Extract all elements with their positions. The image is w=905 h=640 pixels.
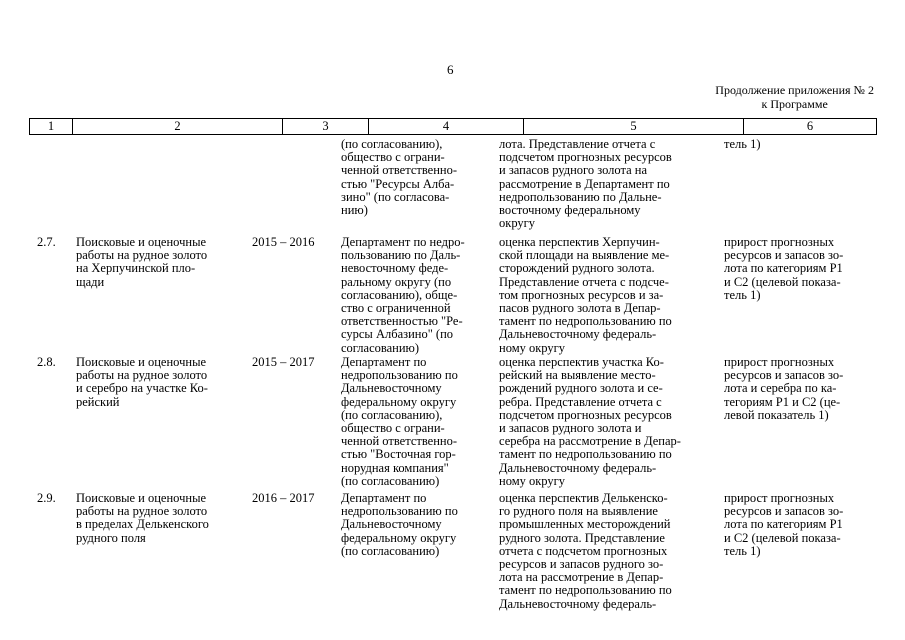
cell-line: ному округу [499,473,566,488]
cell-line: ской площади на выявление ме- [499,248,670,263]
cell-line: отчета с подсчетом прогнозных [499,543,668,558]
cell-line: ному округу [499,340,566,355]
cell-line: рассмотрение в Департамент по [499,176,670,191]
cell-line: лота и серебра по ка- [724,381,837,396]
cell-line: ресурсов и запасов зо- [724,368,844,383]
cell-line: федеральному округу [341,394,457,409]
cell-line: 2.8. [37,355,56,369]
cell-line: пасов рудного золота в Депар- [499,301,661,316]
cell-line: (по согласованию) [341,543,440,558]
cell-line: пользованию по Даль- [341,248,461,263]
cell-line: ответственностью "Ре- [341,314,463,329]
cell-line: подсчетом прогнозных ресурсов [499,150,672,165]
cell-line: норудная компания" [341,460,449,475]
cell-line: Дальневосточному [341,517,442,532]
work-content [499,356,681,488]
cell-line: сторождений рудного золота. [499,261,655,276]
cell-line: нию) [341,203,368,218]
cell-line: лота по категориям Р1 [724,517,843,532]
cell-line: Поисковые и оценочные [76,355,207,369]
cell-line: работы на рудное золото [76,248,208,263]
continuation-line: к Программе [761,97,828,111]
executor [341,138,457,217]
work-content [499,492,672,611]
cell-line: округу [499,216,536,231]
cell-line: оценка перспектив участка Ко- [499,355,664,369]
column-header-3: 3 [283,119,369,135]
cell-line: рудного золота. Представление [499,530,665,545]
cell-line: том прогнозных ресурсов и за- [499,287,664,302]
cell-line: оценка перспектив Делькенско- [499,491,668,505]
cell-line: ресурсов и запасов зо- [724,504,844,519]
cell-line: тель 1) [724,137,761,151]
cell-line: федеральному округу [341,530,457,545]
continuation-line: Продолжение приложения № 2 [715,83,874,97]
cell-line: на Херпучинской пло- [76,261,196,276]
cell-line: прирост прогнозных [724,491,835,505]
cell-line: и С2 (целевой показа- [724,530,841,545]
column-header-4: 4 [369,119,524,135]
column-header-6: 6 [744,119,877,135]
cell-line: ство с ограниченной [341,301,451,316]
cell-line: Дальневосточному [341,381,442,396]
cell-line: ральному округу (по [341,274,452,289]
row-number [37,356,56,369]
row-number [37,236,56,249]
executor [341,236,465,355]
cell-line: согласованию) [341,340,420,355]
cell-line: Представление отчета с подсче- [499,274,669,289]
column-header-1: 1 [30,119,73,135]
cell-line: тель 1) [724,543,761,558]
work-name [76,356,208,409]
cell-line: и С2 (целевой показа- [724,274,841,289]
cell-line: подсчетом прогнозных ресурсов [499,407,672,422]
cell-line: и серебро на участке Ко- [76,381,208,396]
cell-line: Дальневосточному федераль- [499,327,657,342]
cell-line: лота на рассмотрение в Депар- [499,570,664,585]
cell-line: тамент по недропользованию по [499,314,672,329]
cell-line: рудного поля [76,530,146,545]
expected-result [724,138,761,151]
cell-line: 2015 – 2016 [252,235,315,249]
cell-line: прирост прогнозных [724,355,835,369]
column-header-row [29,118,877,135]
cell-line: го рудного поля на выявление [499,504,658,519]
cell-line: Дальневосточному федераль- [499,596,657,611]
cell-line: прирост прогнозных [724,235,835,249]
work-content [499,236,672,355]
cell-line: и запасов рудного золота на [499,163,648,178]
expected-result [724,236,843,302]
cell-line: ребра. Представление отчета с [499,394,662,409]
cell-line: левой показатель 1) [724,407,829,422]
cell-line: Департамент по [341,491,427,505]
cell-line: в пределах Делькенского [76,517,209,532]
cell-line: тель 1) [724,287,761,302]
cell-line: 2.9. [37,491,56,505]
cell-line: тамент по недропользованию по [499,583,672,598]
work-period [252,356,315,369]
cell-line: ресурсов и запасов рудного зо- [499,557,664,572]
cell-line: рейский [76,394,120,409]
cell-line: Департамент по недро- [341,235,465,249]
cell-line: (по согласованию) [341,473,440,488]
expected-result [724,356,843,422]
cell-line: согласованию), обще- [341,287,458,302]
work-period [252,236,315,249]
cell-line: зино" (по согласова- [341,189,450,204]
row-number [37,492,56,505]
work-period [252,492,315,505]
cell-line: 2016 – 2017 [252,491,315,505]
expected-result [724,492,843,558]
cell-line: стью "Ресурсы Албa- [341,176,455,191]
cell-line: недропользованию по [341,368,458,383]
column-header-5: 5 [524,119,744,135]
cell-line: Поисковые и оценочные [76,491,207,505]
cell-line: щади [76,274,105,289]
work-content [499,138,672,230]
cell-line: общество с ограни- [341,150,445,165]
cell-line: и запасов рудного золота и [499,421,642,436]
cell-line: промышленных месторождений [499,517,671,532]
cell-line: недропользованию по [341,504,458,519]
page-number: 6 [447,62,454,77]
cell-line: общество с ограни- [341,421,445,436]
cell-line: тегориям Р1 и С2 (це- [724,394,841,409]
cell-line: сурсы Албазино" (по [341,327,454,342]
cell-line: ченной ответственно- [341,163,457,178]
cell-line: работы на рудное золото [76,368,208,383]
cell-line: лота по категориям Р1 [724,261,843,276]
cell-line: серебра на рассмотрение в Депар- [499,434,681,449]
executor [341,356,458,488]
cell-line: (по согласованию), [341,407,443,422]
cell-line: ченной ответственно- [341,434,457,449]
cell-line: стью "Восточная гор- [341,447,456,462]
cell-line: Поисковые и оценочные [76,235,207,249]
cell-line: восточному федеральному [499,203,641,218]
cell-line: недропользованию по Дальне- [499,189,662,204]
cell-line: рейский на выявление место- [499,368,656,383]
cell-line: лота. Представление отчета с [499,137,656,151]
cell-line: рождений рудного золота и се- [499,381,663,396]
executor [341,492,458,558]
continuation-note [715,83,874,111]
cell-line: невосточному феде- [341,261,449,276]
cell-line: 2015 – 2017 [252,355,315,369]
cell-line: Дальневосточному федераль- [499,460,657,475]
work-name [76,492,209,545]
cell-line: работы на рудное золото [76,504,208,519]
cell-line: (по согласованию), [341,137,443,151]
work-name [76,236,207,289]
column-header-2: 2 [73,119,283,135]
cell-line: 2.7. [37,235,56,249]
cell-line: ресурсов и запасов зо- [724,248,844,263]
cell-line: Департамент по [341,355,427,369]
cell-line: оценка перспектив Херпучин- [499,235,660,249]
cell-line: тамент по недропользованию по [499,447,672,462]
